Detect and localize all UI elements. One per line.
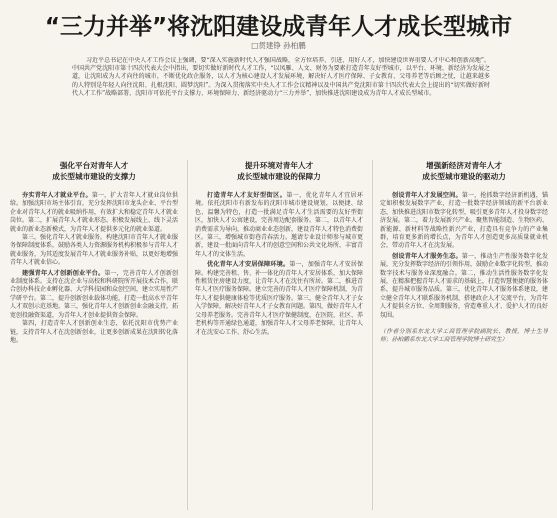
article-byline: □贯建铮 孙柏鹏 — [251, 41, 306, 50]
paragraph — [10, 270, 178, 320]
column-platform — [10, 160, 178, 512]
paragraph-lead: 创设青年人才发展空间。 — [392, 192, 462, 199]
paragraph-text: 第一，加强青年人才安居保障。构建完善租、售、补一体化的青年人才安居体系，加大保障性租赁住房建设力度，让青年人才在沈住有所居。第二，推进青年人才医疗服务保障。建立完善的青年人才医疗保障机制，为青年人才提供健康体检等优质医疗服务。第三，健全青年人才子女入学保障，解决好青年人才子女教育问题。第四，做好青年人才父母养老服务。完善青年人才医疗保健制度，在医院、社区、养老机构等开通绿色通道，加强青年人才父母养老保障，让青年人才在沈安心工作、舒心生活。 — [195, 261, 363, 336]
column-heading-line: 提升环境对青年人才 — [244, 161, 314, 170]
column-divider — [372, 160, 373, 510]
paragraph — [10, 234, 178, 268]
column-heading-line: 成长型城市建设的保障力 — [237, 172, 321, 181]
column-heading-line: 成长型城市建设的驱动力 — [422, 172, 506, 181]
column-new-economy — [380, 160, 548, 512]
paragraph-text: 第一，扩大青年人才就业岗位供给。加强沈阳市场主体引育，充分发挥沈阳市龙头企业、平台型企业对青年人才的就业吸纳作用，有效扩大和稳定青年人才就业岗位。第二，扩展青年人才就业形态。积极发展线上、线下灵活就业的新业态新模式，为青年人才提供多元化的就业渠道。 — [10, 192, 178, 233]
paragraph — [195, 261, 363, 337]
column-environment — [195, 160, 363, 512]
column-heading-line: 成长型城市建设的支撑力 — [52, 172, 136, 181]
column-heading — [380, 160, 548, 182]
paragraph — [380, 253, 548, 320]
paragraph-text: 第一，优化青年人才宜居环境。依托沈阳市有新发布的沈阳市城市建设规划，以便捷、绿色、温馨为特色，打造一批满足青年人才生活需要的友好型街区，加快人才公寓建设，完善周边配套服务。第二，以青年人才消费需求为导向，推动商业业态创新，建设青年人才特色消费街区。第三，增强城市街巷青春活力。邀请专业设计师参与城市更新，建设一批面向青年人才的创意空间和公共文化场所，丰富青年人才的文体生活。 — [195, 192, 363, 258]
article-intro: 习近平总书记在中央人才工作会议上强调，要“深入实施新时代人才强国战略，全方位培养、引进、用好人才，加快建设世界重要人才中心和创新高地”。中国共产党沈阳市第十四次代表大会中指出，要切实做好新时代人才工作，“以凤雁、人文、财务为要素打造青年友好型城市，以平台、环境、新经济为发展之道，让沈阳成为人才向往的城市，不断优化政企服务，以人才为核心建设人才发展环境，解决好人才医疗保障、子女教育、父母养老等后顾之忧，让越来越多的人特别是年轻人向往沈阳、扎根沈阳、圆梦沈阳”。为深入贯彻落实中央人才工作会议精神以及中国共产党沈阳市第十四次代表大会上提出的“切实做好新时代人才工作”战略部署，沈阳市可依托平台支撑力、环境保障力、新经济驱动力“三力并举”，加快推进沈阳建设成为青年人才成长型城市。 — [72, 57, 490, 97]
column-body — [10, 192, 178, 345]
paragraph-text: 第一，抢抓数字经济新机遇，锚定如积极发展数字产业，打造一批数字经济领域的新平台新业态，加快推进沈阳市数字化转型，吸引更多青年人才投身数字经济发展。第二，着力发展新兴产业。聚焦智能制造、生物医药、新能源、新材料等战略性新兴产业，打造具有竞争力的产业集群，培育更多新的增长点，为青年人才创造更多高质量就业机会，带动青年人才在沈发展。 — [380, 192, 548, 250]
paragraph — [10, 320, 178, 345]
paragraph-lead: 建强青年人才创新创业平台。 — [22, 269, 105, 277]
column-divider — [187, 160, 188, 510]
paragraph-text: 第三，强化青年人才就业服务。构建沈阳市青年人才就业服务保障制度体系，鼓励各类人力资源服务机构积极参与青年人才就业服务，为其适度发展青年人才就业服务补贴，以更好地增强青年人才就业信心。 — [10, 234, 178, 267]
paragraph-lead: 创设青年人才服务生态。 — [392, 252, 462, 260]
paragraph-text: 第四，打造青年人才创新创业生态，依托沈阳市优势产业链，支持青年人才在沈创新创业，让更多创新成果在沈阳转化落地。 — [10, 320, 178, 344]
paragraph-lead: 优化青年人才安居保障环境。 — [207, 261, 290, 269]
column-heading — [195, 160, 363, 182]
column-body — [380, 192, 548, 344]
paragraph — [195, 192, 363, 259]
author-note: （作者分别系东北大学工商管理学院副院长、教授，博士生导师；孙柏鹏系东北大学工商管理学院博士研究生） — [380, 328, 548, 343]
column-heading-line: 强化平台对青年人才 — [59, 161, 129, 170]
paragraph-lead: 夯实青年人才就业平台。 — [22, 192, 92, 199]
column-heading-line: 增强新经济对青年人才 — [426, 161, 502, 170]
paragraph-text: 第一，完善青年人才创新创业制度体系。支持在沈企业与高校和科研院所开展技术合作，联合创办科技企业孵化器、大学科技园和众创空间，建立实用性产学研平台。第二，提升创新创业载体功能，打造一批高水平青年人才双创示范基地。第三，强化青年人才创新创业金融支持，拓宽创投融资渠道，为青年人才创业提供资金保障。 — [10, 269, 178, 319]
paragraph — [10, 192, 178, 234]
paragraph — [380, 192, 548, 251]
paragraph-text: 第一，推动生产性服务数字化发展，充分发挥数字经济的引领作用，鼓励企业数字化转型，推动数字技术与服务业深度融合。第二，推动生活性服务数字化发展，在精准把握青年人才需求的基础上，打造智慧便捷的服务体系，提升城市服务品质。第三，优化青年人才服务体系建设，建立健全青年人才联系服务机制，搭建政企人才交流平台，为青年人才提供全方位、全周期服务，营造尊重人才、爱护人才的良好氛围。 — [380, 252, 548, 319]
paragraph-lead: 打造青年人才友好型街区。 — [207, 192, 287, 199]
column-body — [195, 192, 363, 337]
article-headline: “三力并举”将沈阳建设成青年人才成长型城市 — [44, 14, 513, 40]
column-heading — [10, 160, 178, 182]
